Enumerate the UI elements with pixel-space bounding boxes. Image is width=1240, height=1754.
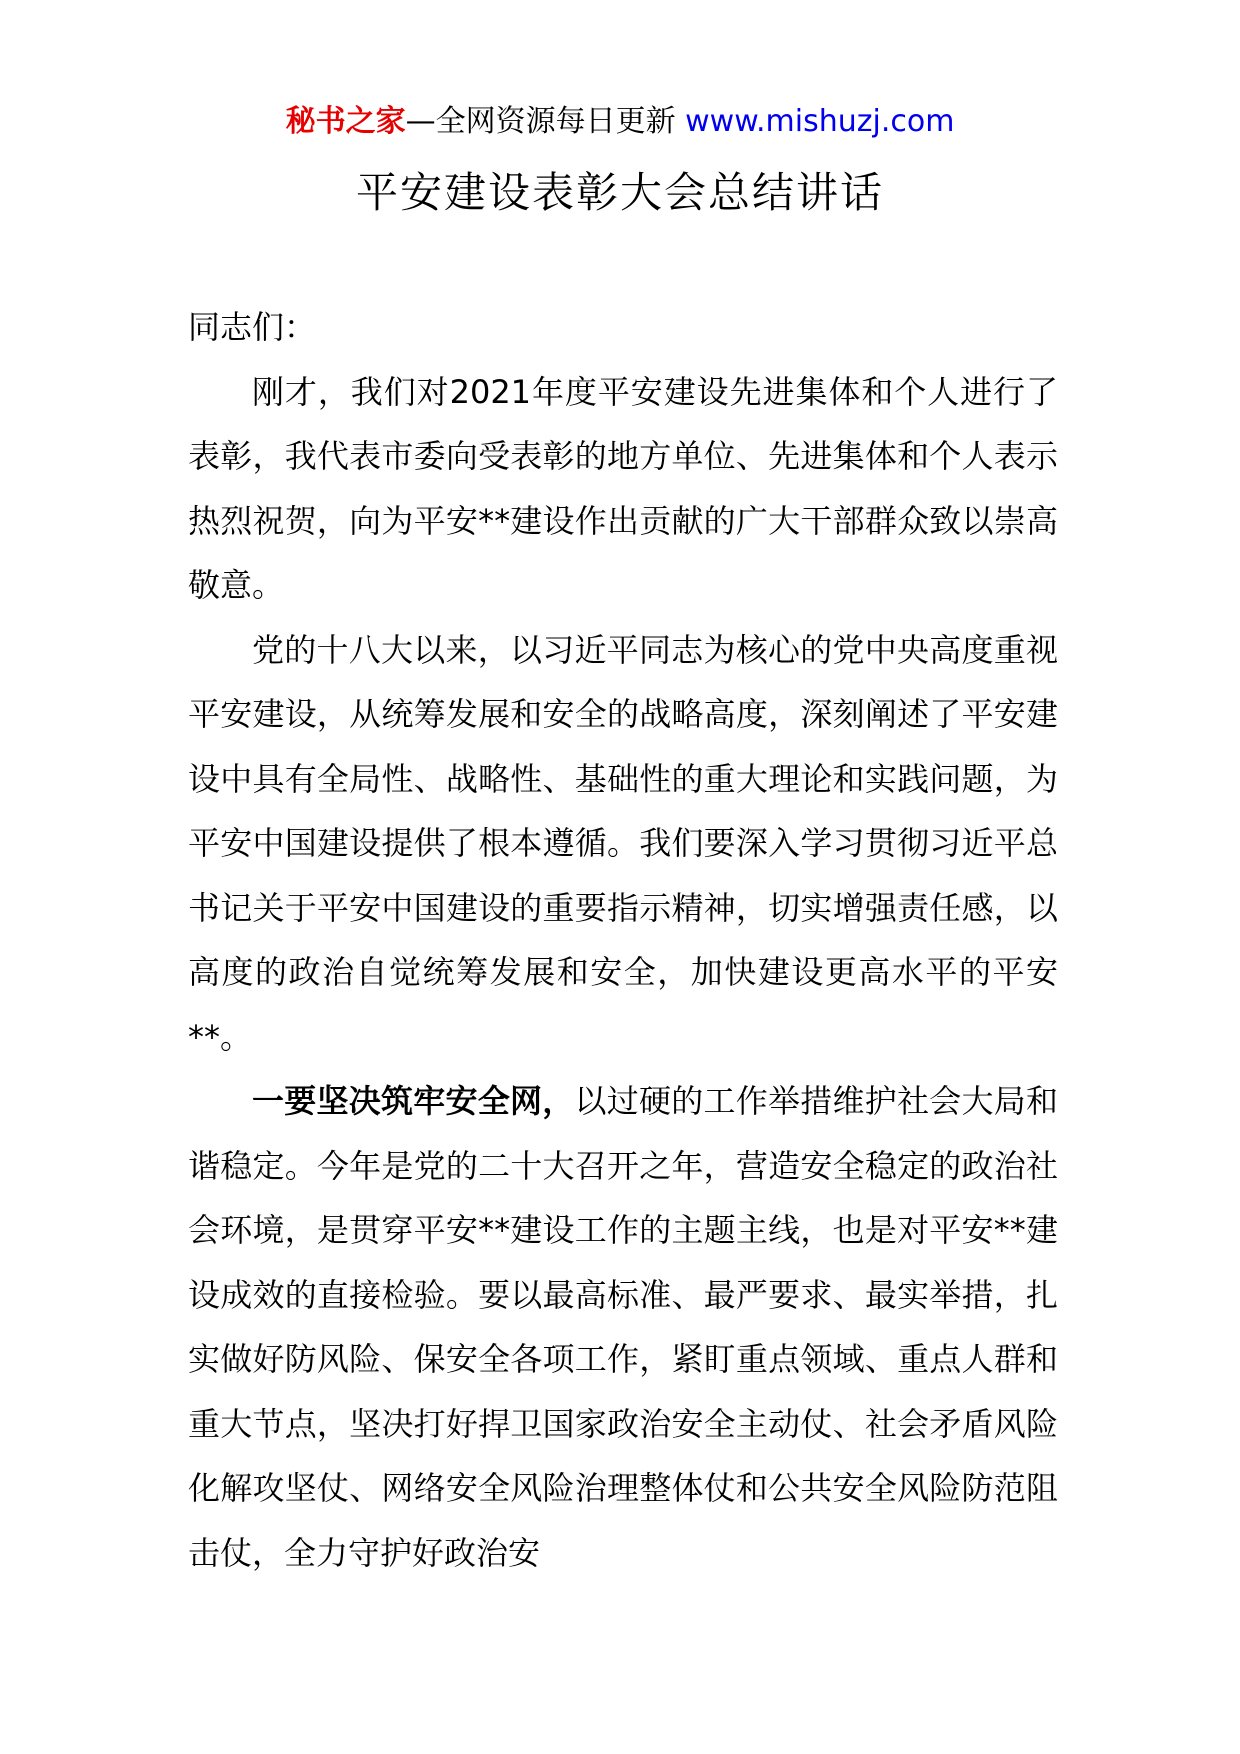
document-title: 平安建设表彰大会总结讲话 [355, 168, 884, 217]
paragraph-2: 党的十八大以来，以习近平同志为核心的党中央高度重视平安建设，从统筹发展和安全的战略高度，深刻阐述了平安建设中具有全局性、战略性、基础性的重大理论和实践问题，为平安中国建设提供了根本遵循。我们要深入学习贯彻习近平总书记关于平安中国建设的重要指示精神，切实增强责任感，以高度的政治自觉统筹发展和安全，加快建设更高水平的平安**。 [188, 630, 1058, 1056]
paragraph-3-text: 以过硬的工作举措维护社会大局和谐稳定。今年是党的二十大召开之年，营造安全稳定的政治社会环境，是贯穿平安**建设工作的主题主线，也是对平安**建设成效的直接检验。要以最高标准、最严要求、最实举措，扎实做好防风险、保安全各项工作，紧盯重点领域、重点人群和重大节点，坚决打好捍卫国家政治安全主动仗、社会矛盾风险化解攻坚仗、网络安全风险治理整体仗和公共安全风险防范阻击仗，全力守护好政治安 [188, 1082, 1058, 1572]
document-body [188, 295, 1058, 1585]
paragraph-3-lead: 一要坚决筑牢安全网， [252, 1082, 575, 1120]
paragraph-3 [188, 1069, 1058, 1585]
site-header [0, 100, 1240, 144]
paragraph-1: 刚才，我们对2021年度平安建设先进集体和个人进行了表彰，我代表市委向受表彰的地方单位、先进集体和个人表示热烈祝贺，向为平安**建设作出贡献的广大干部群众致以崇高敬意。 [188, 372, 1058, 604]
header-tagline: —全网资源每日更新 [405, 104, 686, 139]
salutation: 同志们： [188, 308, 317, 346]
brand-name: 秘书之家 [285, 104, 406, 139]
site-url-link[interactable]: www.mishuzj.com [685, 104, 955, 139]
